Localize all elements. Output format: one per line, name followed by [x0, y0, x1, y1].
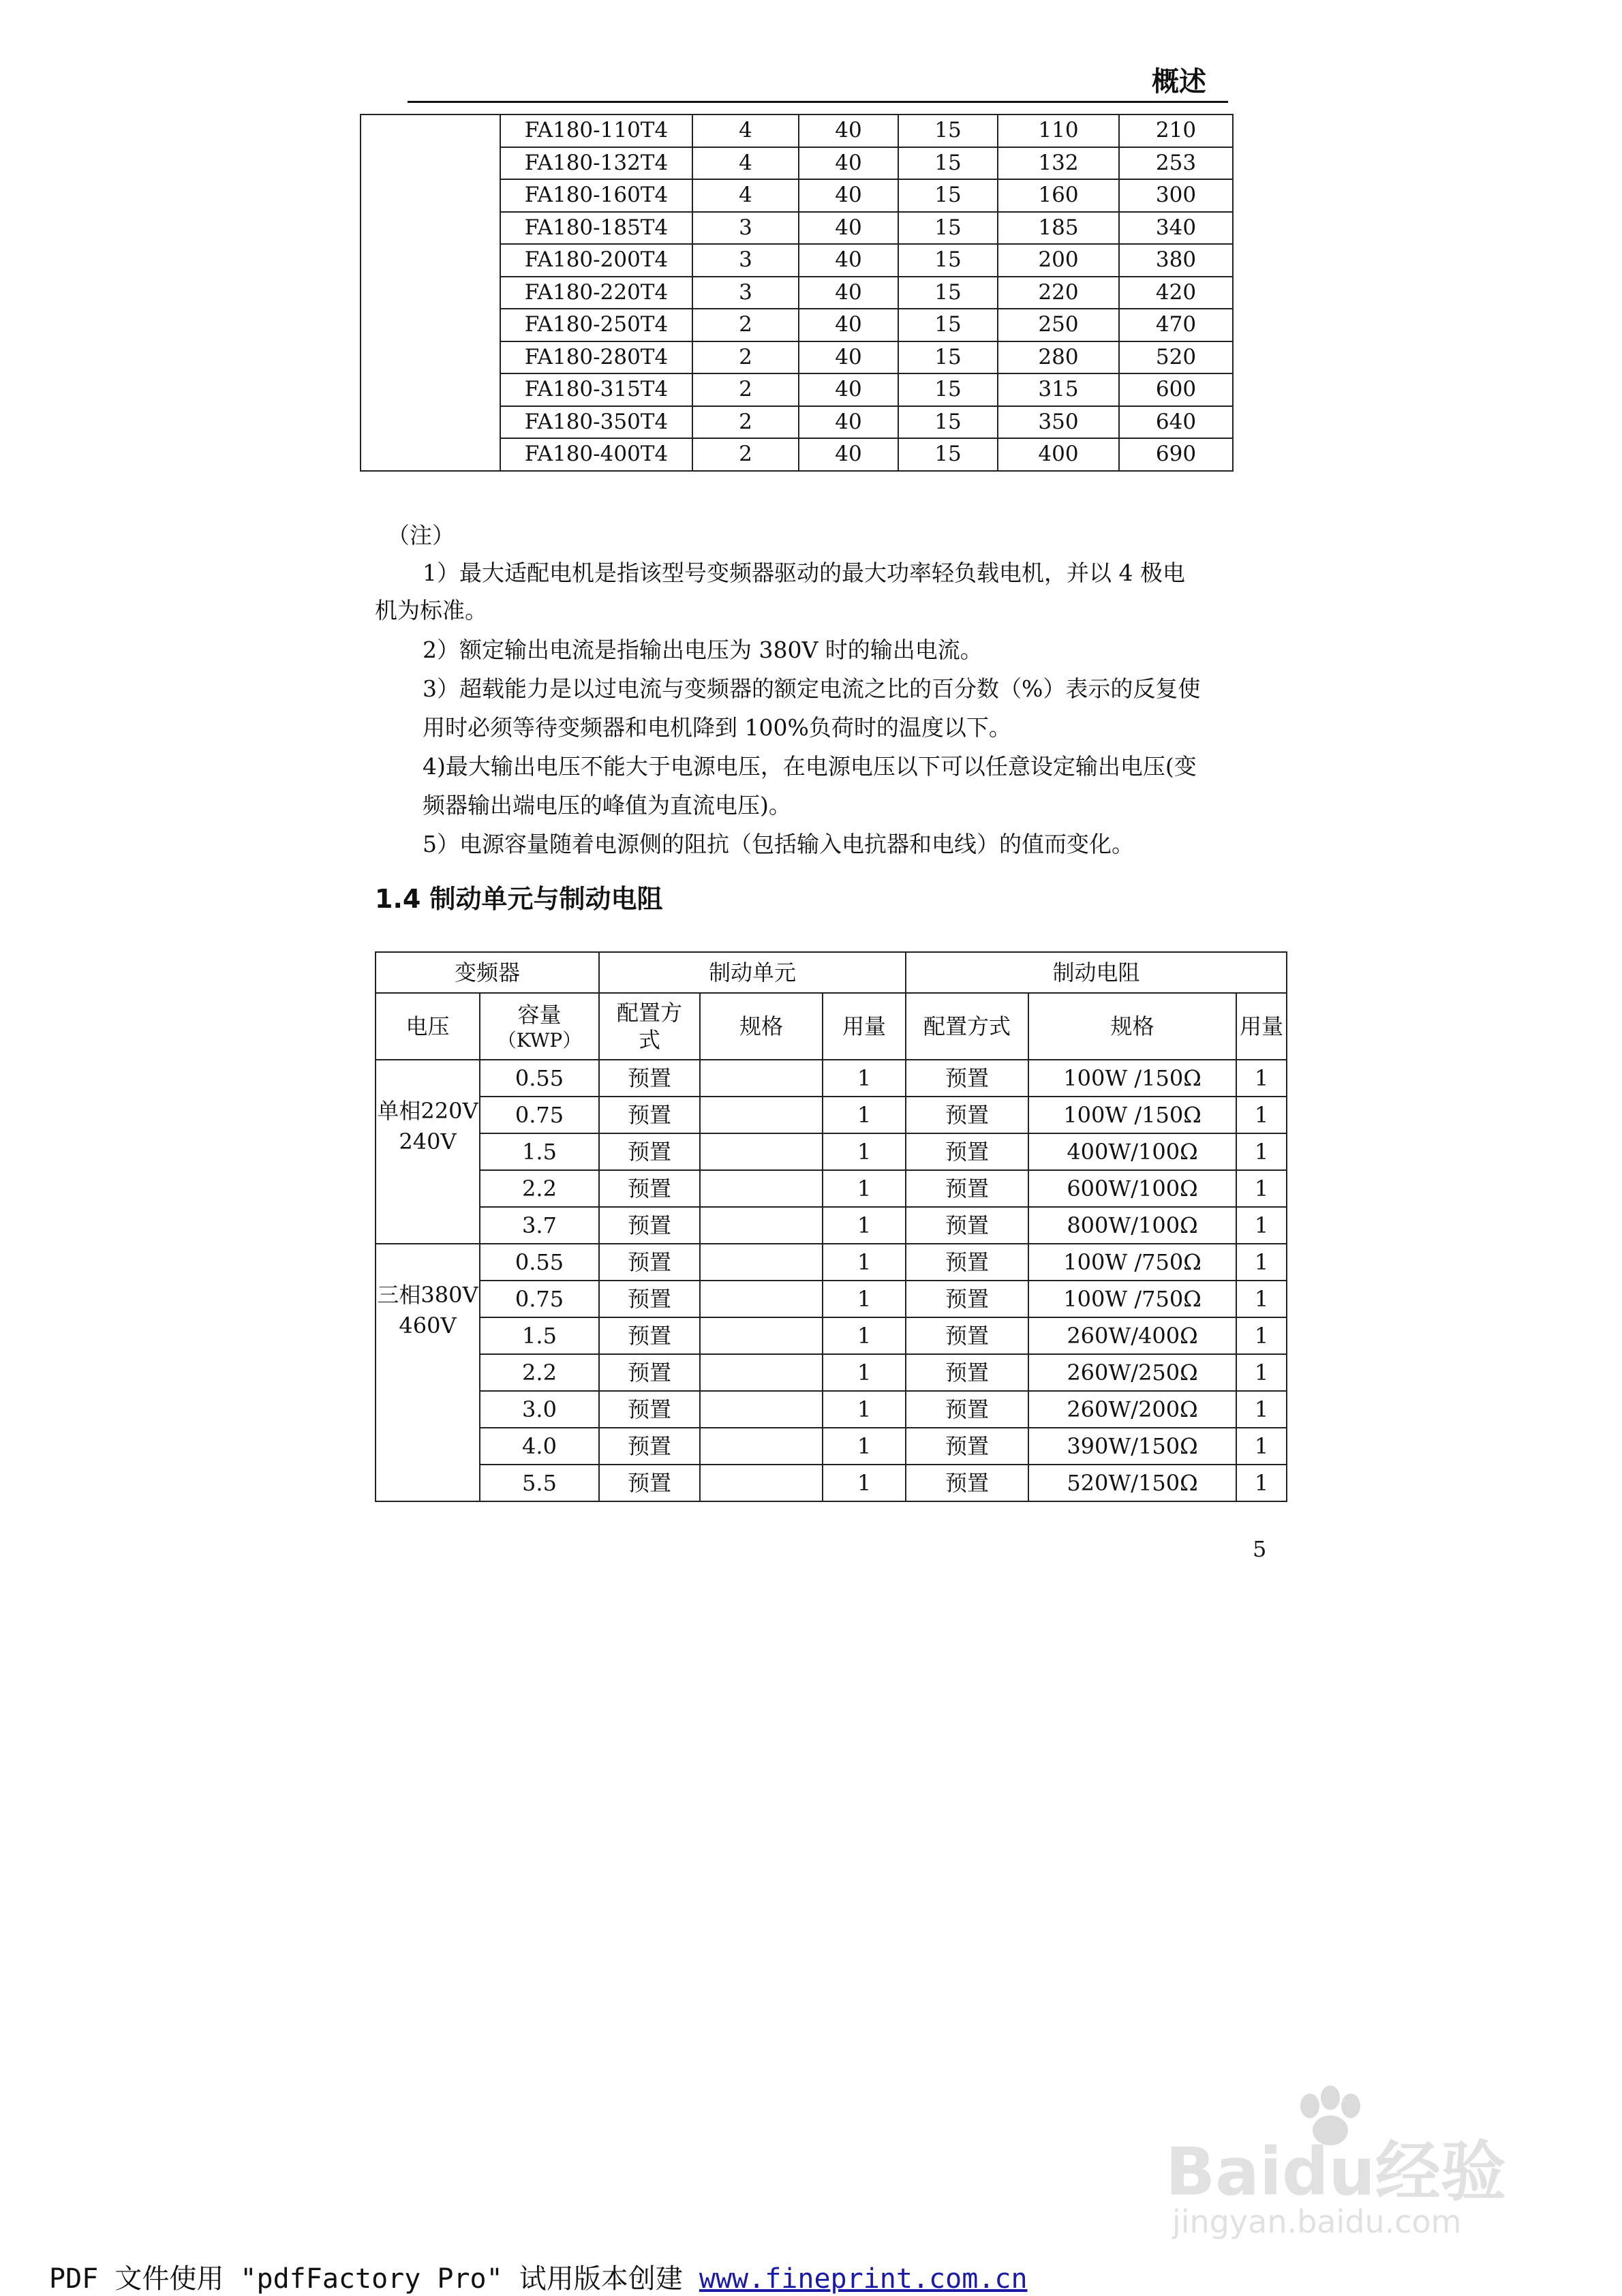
spec-cell: 15 [898, 212, 998, 245]
capacity-cell: 2.2 [480, 1170, 599, 1207]
unit-qty-cell: 1 [823, 1207, 906, 1244]
spec-cell: 420 [1119, 277, 1233, 309]
spec-cell: 280 [998, 341, 1119, 374]
spec-cell: 185 [998, 212, 1119, 245]
unit-qty-cell: 1 [823, 1391, 906, 1428]
spec-cell: 110 [998, 114, 1119, 147]
resistor-spec-cell: 100W /750Ω [1028, 1281, 1236, 1317]
spec-cell: 40 [799, 277, 898, 309]
resistor-config-cell: 预置 [906, 1354, 1028, 1391]
unit-config-cell: 预置 [599, 1097, 700, 1133]
spec-cell: 15 [898, 244, 998, 277]
resistor-spec-cell: 800W/100Ω [1028, 1207, 1236, 1244]
unit-spec-cell [700, 1465, 823, 1501]
resistor-config-cell: 预置 [906, 1317, 1028, 1354]
voltage-line-2: 240V [399, 1128, 457, 1154]
spec-cell: 15 [898, 341, 998, 374]
spec-blank-cell [361, 114, 500, 471]
brake-table [375, 951, 1287, 1502]
spec-cell: 3 [692, 244, 799, 277]
note-2: 2）额定输出电流是指输出电压为 380V 时的输出电流。 [423, 637, 983, 663]
spec-cell: 40 [799, 179, 898, 212]
spec-cell: 2 [692, 406, 799, 439]
spec-cell: 3 [692, 212, 799, 245]
note-1-line-2: 机为标准。 [375, 597, 487, 624]
capacity-cell: 0.75 [480, 1281, 599, 1317]
header-voltage: 电压 [376, 993, 480, 1060]
capacity-cell: 0.55 [480, 1244, 599, 1281]
resistor-qty-cell: 1 [1236, 1170, 1287, 1207]
brake-row [376, 1465, 1287, 1501]
header-unit-spec: 规格 [700, 993, 823, 1060]
header-capacity-line-1: 容量 [517, 1001, 562, 1028]
spec-cell: 132 [998, 147, 1119, 180]
spec-cell: 15 [898, 114, 998, 147]
spec-cell: 4 [692, 114, 799, 147]
spec-model: FA180-200T4 [500, 244, 692, 277]
note-4-line-1: 4)最大输出电压不能大于电源电压，在电源电压以下可以任意设定输出电压(变 [423, 753, 1197, 780]
unit-spec-cell [700, 1170, 823, 1207]
footer-link[interactable]: www.fineprint.com.cn [699, 2263, 1028, 2295]
unit-qty-cell: 1 [823, 1060, 906, 1097]
brake-row [376, 1354, 1287, 1391]
notes-title: （注） [387, 522, 455, 549]
brake-row [376, 1207, 1287, 1244]
unit-spec-cell [700, 1354, 823, 1391]
voltage-group-cell [376, 1060, 480, 1244]
spec-model: FA180-280T4 [500, 341, 692, 374]
unit-spec-cell [700, 1060, 823, 1097]
capacity-cell: 3.0 [480, 1391, 599, 1428]
spec-cell: 253 [1119, 147, 1233, 180]
unit-config-cell: 预置 [599, 1060, 700, 1097]
spec-cell: 340 [1119, 212, 1233, 245]
brake-row [376, 1391, 1287, 1428]
spec-row [361, 114, 1233, 147]
unit-config-cell: 预置 [599, 1317, 700, 1354]
brake-row [376, 1281, 1287, 1317]
resistor-spec-cell: 100W /750Ω [1028, 1244, 1236, 1281]
spec-cell: 250 [998, 309, 1119, 341]
capacity-cell: 5.5 [480, 1465, 599, 1501]
brake-row [376, 1133, 1287, 1170]
unit-qty-cell: 1 [823, 1428, 906, 1465]
unit-config-cell: 预置 [599, 1133, 700, 1170]
spec-cell: 15 [898, 406, 998, 439]
header-brake-unit: 制动单元 [599, 952, 906, 993]
spec-cell: 160 [998, 179, 1119, 212]
spec-cell: 15 [898, 277, 998, 309]
resistor-qty-cell: 1 [1236, 1133, 1287, 1170]
spec-cell: 640 [1119, 406, 1233, 439]
resistor-config-cell: 预置 [906, 1097, 1028, 1133]
spec-model: FA180-400T4 [500, 438, 692, 471]
header-inverter: 变频器 [376, 952, 599, 993]
resistor-spec-cell: 260W/400Ω [1028, 1317, 1236, 1354]
unit-config-cell: 预置 [599, 1207, 700, 1244]
unit-spec-cell [700, 1391, 823, 1428]
resistor-qty-cell: 1 [1236, 1281, 1287, 1317]
brake-row [376, 1170, 1287, 1207]
resistor-spec-cell: 100W /150Ω [1028, 1060, 1236, 1097]
resistor-config-cell: 预置 [906, 1465, 1028, 1501]
unit-config-cell: 预置 [599, 1281, 700, 1317]
spec-cell: 300 [1119, 179, 1233, 212]
unit-spec-cell [700, 1428, 823, 1465]
resistor-qty-cell: 1 [1236, 1354, 1287, 1391]
spec-cell: 210 [1119, 114, 1233, 147]
spec-cell: 15 [898, 373, 998, 406]
spec-cell: 40 [799, 244, 898, 277]
capacity-cell: 1.5 [480, 1317, 599, 1354]
spec-cell: 350 [998, 406, 1119, 439]
resistor-config-cell: 预置 [906, 1207, 1028, 1244]
spec-cell: 15 [898, 309, 998, 341]
spec-model: FA180-315T4 [500, 373, 692, 406]
resistor-config-cell: 预置 [906, 1170, 1028, 1207]
spec-model: FA180-185T4 [500, 212, 692, 245]
spec-table [360, 114, 1234, 472]
resistor-qty-cell: 1 [1236, 1244, 1287, 1281]
spec-cell: 15 [898, 179, 998, 212]
capacity-cell: 0.75 [480, 1097, 599, 1133]
footer-text: PDF 文件使用 "pdfFactory Pro" 试用版本创建 [49, 2263, 699, 2295]
unit-config-cell: 预置 [599, 1428, 700, 1465]
spec-cell: 4 [692, 147, 799, 180]
unit-spec-cell [700, 1133, 823, 1170]
resistor-spec-cell: 100W /150Ω [1028, 1097, 1236, 1133]
header-rule [408, 101, 1228, 103]
unit-qty-cell: 1 [823, 1097, 906, 1133]
note-3-line-1: 3）超载能力是以过电流与变频器的额定电流之比的百分数（%）表示的反复使 [423, 675, 1201, 702]
brake-row [376, 1317, 1287, 1354]
resistor-qty-cell: 1 [1236, 1465, 1287, 1501]
spec-cell: 2 [692, 341, 799, 374]
spec-cell: 520 [1119, 341, 1233, 374]
note-1-line-1: 1）最大适配电机是指该型号变频器驱动的最大功率轻负载电机，并以 4 极电 [423, 560, 1185, 586]
spec-cell: 40 [799, 114, 898, 147]
spec-model: FA180-110T4 [500, 114, 692, 147]
voltage-line-1: 单相220V [377, 1098, 478, 1124]
unit-config-cell: 预置 [599, 1170, 700, 1207]
spec-cell: 200 [998, 244, 1119, 277]
baidu-jingyan-watermark [1159, 2079, 1540, 2242]
header-capacity [480, 993, 599, 1060]
resistor-qty-cell: 1 [1236, 1391, 1287, 1428]
spec-cell: 220 [998, 277, 1119, 309]
spec-cell: 315 [998, 373, 1119, 406]
unit-qty-cell: 1 [823, 1317, 906, 1354]
spec-cell: 40 [799, 438, 898, 471]
spec-cell: 15 [898, 438, 998, 471]
resistor-config-cell: 预置 [906, 1428, 1028, 1465]
resistor-config-cell: 预置 [906, 1133, 1028, 1170]
brake-row [376, 1060, 1287, 1097]
resistor-qty-cell: 1 [1236, 1207, 1287, 1244]
spec-model: FA180-250T4 [500, 309, 692, 341]
section-title: 1.4 制动单元与制动电阻 [375, 884, 663, 914]
spec-cell: 40 [799, 373, 898, 406]
voltage-line-1: 三相380V [377, 1282, 478, 1308]
resistor-config-cell: 预置 [906, 1060, 1028, 1097]
note-3-line-2: 用时必须等待变频器和电机降到 100%负荷时的温度以下。 [423, 714, 1011, 741]
unit-qty-cell: 1 [823, 1170, 906, 1207]
spec-cell: 600 [1119, 373, 1233, 406]
watermark-brand: Baidu经验 [1165, 2134, 1506, 2210]
page-header-title: 概述 [1152, 66, 1206, 97]
header-capacity-line-2: （KWP） [497, 1028, 582, 1052]
brake-row [376, 1428, 1287, 1465]
page-number: 5 [1253, 1536, 1267, 1562]
spec-cell: 470 [1119, 309, 1233, 341]
spec-cell: 40 [799, 406, 898, 439]
header-unit-qty: 用量 [823, 993, 906, 1060]
spec-cell: 2 [692, 373, 799, 406]
header-brake-resistor: 制动电阻 [906, 952, 1287, 993]
voltage-line-2: 460V [399, 1312, 457, 1338]
unit-spec-cell [700, 1207, 823, 1244]
resistor-spec-cell: 260W/250Ω [1028, 1354, 1236, 1391]
unit-config-cell: 预置 [599, 1465, 700, 1501]
resistor-qty-cell: 1 [1236, 1428, 1287, 1465]
spec-cell: 2 [692, 309, 799, 341]
header-unit-config-line-1: 配置方 [616, 1000, 682, 1026]
capacity-cell: 0.55 [480, 1060, 599, 1097]
spec-model: FA180-160T4 [500, 179, 692, 212]
header-unit-config [599, 993, 700, 1060]
resistor-qty-cell: 1 [1236, 1060, 1287, 1097]
spec-cell: 4 [692, 179, 799, 212]
header-resistor-config: 配置方式 [906, 993, 1028, 1060]
spec-model: FA180-350T4 [500, 406, 692, 439]
header-unit-config-line-2: 式 [638, 1027, 660, 1053]
unit-config-cell: 预置 [599, 1244, 700, 1281]
unit-qty-cell: 1 [823, 1354, 906, 1391]
unit-spec-cell [700, 1281, 823, 1317]
capacity-cell: 3.7 [480, 1207, 599, 1244]
unit-spec-cell [700, 1317, 823, 1354]
watermark-url: jingyan.baidu.com [1172, 2203, 1462, 2240]
resistor-spec-cell: 260W/200Ω [1028, 1391, 1236, 1428]
spec-cell: 40 [799, 309, 898, 341]
resistor-spec-cell: 400W/100Ω [1028, 1133, 1236, 1170]
spec-model: FA180-132T4 [500, 147, 692, 180]
unit-qty-cell: 1 [823, 1133, 906, 1170]
capacity-cell: 2.2 [480, 1354, 599, 1391]
resistor-qty-cell: 1 [1236, 1097, 1287, 1133]
unit-qty-cell: 1 [823, 1465, 906, 1501]
pdf-footer [49, 2257, 1028, 2296]
spec-cell: 400 [998, 438, 1119, 471]
spec-cell: 40 [799, 341, 898, 374]
spec-cell: 690 [1119, 438, 1233, 471]
resistor-spec-cell: 520W/150Ω [1028, 1465, 1236, 1501]
spec-cell: 40 [799, 212, 898, 245]
header-resistor-spec: 规格 [1028, 993, 1236, 1060]
resistor-config-cell: 预置 [906, 1244, 1028, 1281]
unit-spec-cell [700, 1244, 823, 1281]
capacity-cell: 4.0 [480, 1428, 599, 1465]
spec-model: FA180-220T4 [500, 277, 692, 309]
unit-spec-cell [700, 1097, 823, 1133]
spec-cell: 40 [799, 147, 898, 180]
spec-cell: 380 [1119, 244, 1233, 277]
unit-qty-cell: 1 [823, 1244, 906, 1281]
unit-config-cell: 预置 [599, 1391, 700, 1428]
header-resistor-qty: 用量 [1236, 993, 1287, 1060]
capacity-cell: 1.5 [480, 1133, 599, 1170]
unit-config-cell: 预置 [599, 1354, 700, 1391]
voltage-group-cell [376, 1244, 480, 1501]
resistor-spec-cell: 600W/100Ω [1028, 1170, 1236, 1207]
note-4-line-2: 频器输出端电压的峰值为直流电压)。 [423, 792, 791, 818]
resistor-spec-cell: 390W/150Ω [1028, 1428, 1236, 1465]
brake-row [376, 1097, 1287, 1133]
resistor-config-cell: 预置 [906, 1281, 1028, 1317]
resistor-qty-cell: 1 [1236, 1317, 1287, 1354]
spec-cell: 2 [692, 438, 799, 471]
spec-cell: 15 [898, 147, 998, 180]
brake-row [376, 1244, 1287, 1281]
note-5: 5）电源容量随着电源侧的阻抗（包括输入电抗器和电线）的值而变化。 [423, 831, 1134, 857]
unit-qty-cell: 1 [823, 1281, 906, 1317]
spec-cell: 3 [692, 277, 799, 309]
resistor-config-cell: 预置 [906, 1391, 1028, 1428]
